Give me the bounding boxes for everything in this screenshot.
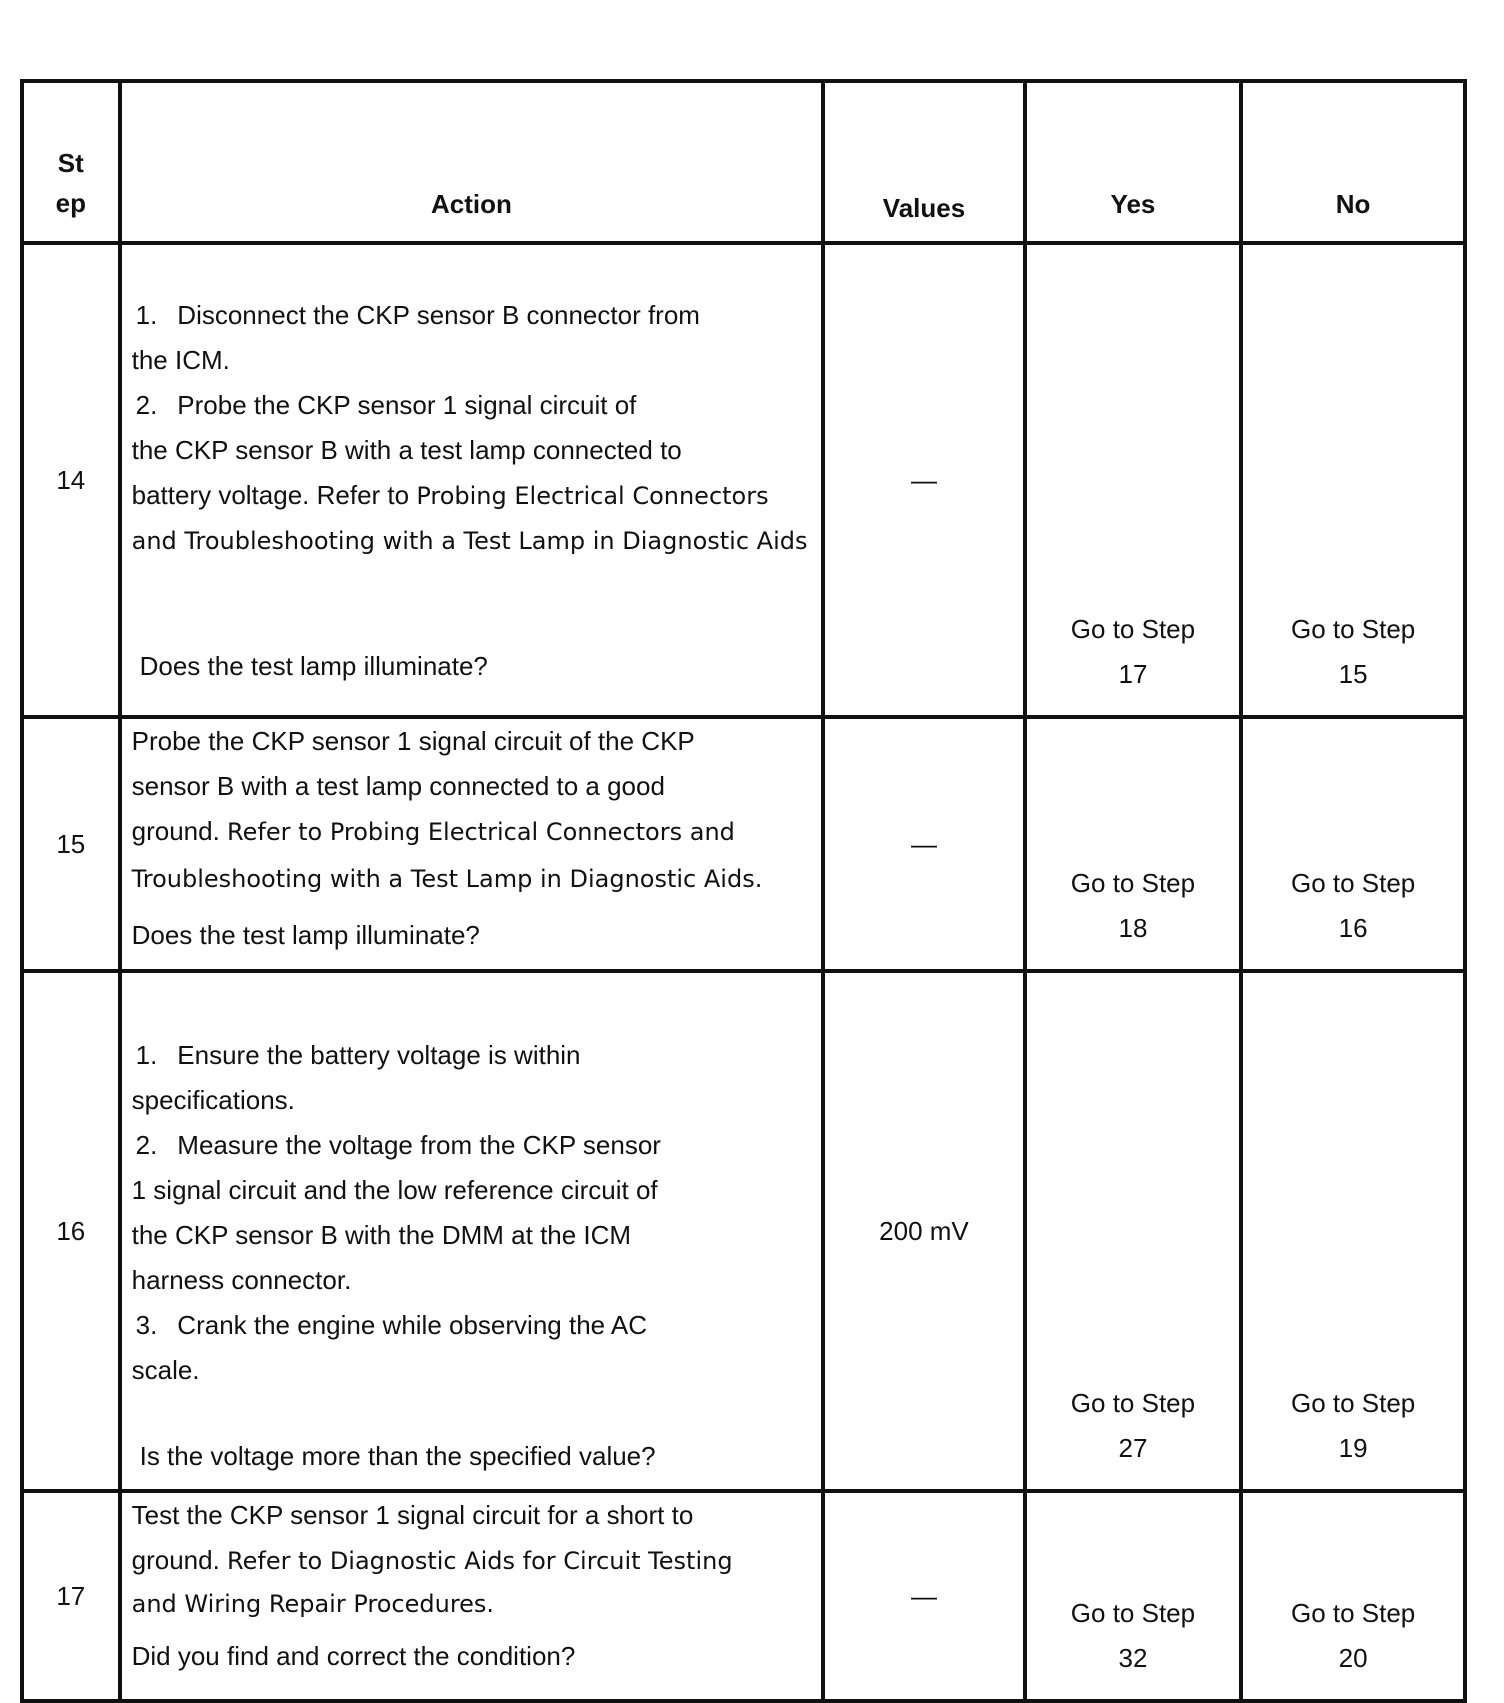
item-text: Measure the voltage from the CKP sensor <box>177 1130 661 1160</box>
header-step <box>22 81 120 243</box>
item-text-cont: the CKP sensor B with a test lamp connected to <box>131 435 682 465</box>
go-to-step-number[interactable]: 18 <box>1118 913 1148 943</box>
no-cell <box>1241 971 1465 1491</box>
action-line: Probe the CKP sensor 1 signal circuit of the CKP <box>131 726 695 756</box>
action-cell <box>120 717 824 971</box>
values-cell: 200 mV <box>823 971 1024 1491</box>
go-to-step-number[interactable]: 15 <box>1338 659 1368 689</box>
action-line: ground. Refer to Probing Electrical Connectors and <box>131 816 735 846</box>
header-values: Values <box>823 81 1024 243</box>
reference-link[interactable]: Refer to Diagnostic Aids for Circuit Testing <box>227 1547 733 1575</box>
action-line: sensor B with a test lamp connected to a good <box>131 771 665 801</box>
values-cell: — <box>823 717 1024 971</box>
header-no: No <box>1241 81 1465 243</box>
no-cell <box>1241 243 1465 717</box>
go-to-step-label: Go to Step <box>1290 614 1416 644</box>
item-number: 1. <box>135 1040 158 1070</box>
action-cell <box>120 971 824 1491</box>
reference-link[interactable]: and Troubleshooting with a Test Lamp in Diagnostic Aids <box>131 527 808 555</box>
item-text: Disconnect the CKP sensor B connector from <box>177 300 700 330</box>
question-text: Is the voltage more than the specified value? <box>139 1441 656 1471</box>
list-item <box>132 1303 816 1348</box>
list-item <box>132 1033 816 1078</box>
item-text-cont: the ICM. <box>131 345 230 375</box>
header-row <box>22 81 1465 243</box>
table-row <box>22 717 1465 971</box>
go-to-step-label: Go to Step <box>1070 868 1196 898</box>
go-to-step-number[interactable]: 20 <box>1338 1643 1368 1673</box>
reference-link[interactable]: and Wiring Repair Procedures. <box>131 1590 495 1618</box>
reference-link[interactable]: Refer to Probing Electrical Connectors and <box>227 818 735 846</box>
item-text-cont: scale. <box>131 1355 200 1385</box>
item-text-cont: 1 signal circuit and the low reference circuit of <box>131 1175 658 1205</box>
item-text-cont: battery voltage. Refer to Probing Electrical Connectors <box>131 480 769 510</box>
header-action: Action <box>120 81 824 243</box>
diagnostic-table <box>20 79 1467 1703</box>
action-cell <box>120 1491 824 1701</box>
list-item <box>132 383 816 428</box>
go-to-step-number[interactable]: 27 <box>1118 1433 1148 1463</box>
item-number: 2. <box>135 1130 158 1160</box>
yes-cell <box>1025 1491 1242 1701</box>
go-to-step-label: Go to Step <box>1290 1388 1416 1418</box>
go-to-step-label: Go to Step <box>1070 1388 1196 1418</box>
header-step-line1: St <box>57 148 84 178</box>
item-text-cont: the CKP sensor B with the DMM at the ICM <box>131 1220 632 1250</box>
item-number: 1. <box>135 300 158 330</box>
question-text: Does the test lamp illuminate? <box>131 920 480 950</box>
item-text-cont: harness connector. <box>131 1265 352 1295</box>
yes-cell <box>1025 243 1242 717</box>
go-to-step-label: Go to Step <box>1290 868 1416 898</box>
step-number: 16 <box>22 971 120 1491</box>
item-text: Probe the CKP sensor 1 signal circuit of <box>177 390 637 420</box>
item-text: Ensure the battery voltage is within <box>177 1040 581 1070</box>
reference-link[interactable]: Probing Electrical Connectors <box>416 482 769 510</box>
go-to-step-number[interactable]: 32 <box>1118 1643 1148 1673</box>
values-cell: — <box>823 1491 1024 1701</box>
question-text: Did you find and correct the condition? <box>131 1641 576 1671</box>
go-to-step-label: Go to Step <box>1070 614 1196 644</box>
step-number: 15 <box>22 717 120 971</box>
table-row <box>22 243 1465 717</box>
no-cell <box>1241 717 1465 971</box>
yes-cell <box>1025 717 1242 971</box>
header-yes: Yes <box>1025 81 1242 243</box>
item-number: 3. <box>135 1310 158 1340</box>
go-to-step-label: Go to Step <box>1070 1598 1196 1628</box>
go-to-step-label: Go to Step <box>1290 1598 1416 1628</box>
action-cell <box>120 243 824 717</box>
header-step-line2: ep <box>55 188 86 218</box>
go-to-step-number[interactable]: 17 <box>1118 659 1148 689</box>
action-line: ground. Refer to Diagnostic Aids for Circuit Testing <box>131 1545 733 1575</box>
item-number: 2. <box>135 390 158 420</box>
step-number: 14 <box>22 243 120 717</box>
go-to-step-number[interactable]: 19 <box>1338 1433 1368 1463</box>
go-to-step-number[interactable]: 16 <box>1338 913 1368 943</box>
table-row <box>22 971 1465 1491</box>
question-text: Does the test lamp illuminate? <box>139 651 488 681</box>
item-text-cont: specifications. <box>131 1085 295 1115</box>
list-item <box>132 1123 816 1168</box>
no-cell <box>1241 1491 1465 1701</box>
reference-link[interactable]: Troubleshooting with a Test Lamp in Diagnostic Aids. <box>131 865 763 893</box>
action-line: Test the CKP sensor 1 signal circuit for a short to <box>131 1500 694 1530</box>
yes-cell <box>1025 971 1242 1491</box>
list-item <box>132 293 816 338</box>
step-number: 17 <box>22 1491 120 1701</box>
table-row <box>22 1491 1465 1701</box>
values-cell: — <box>823 243 1024 717</box>
item-text: Crank the engine while observing the AC <box>177 1310 648 1340</box>
